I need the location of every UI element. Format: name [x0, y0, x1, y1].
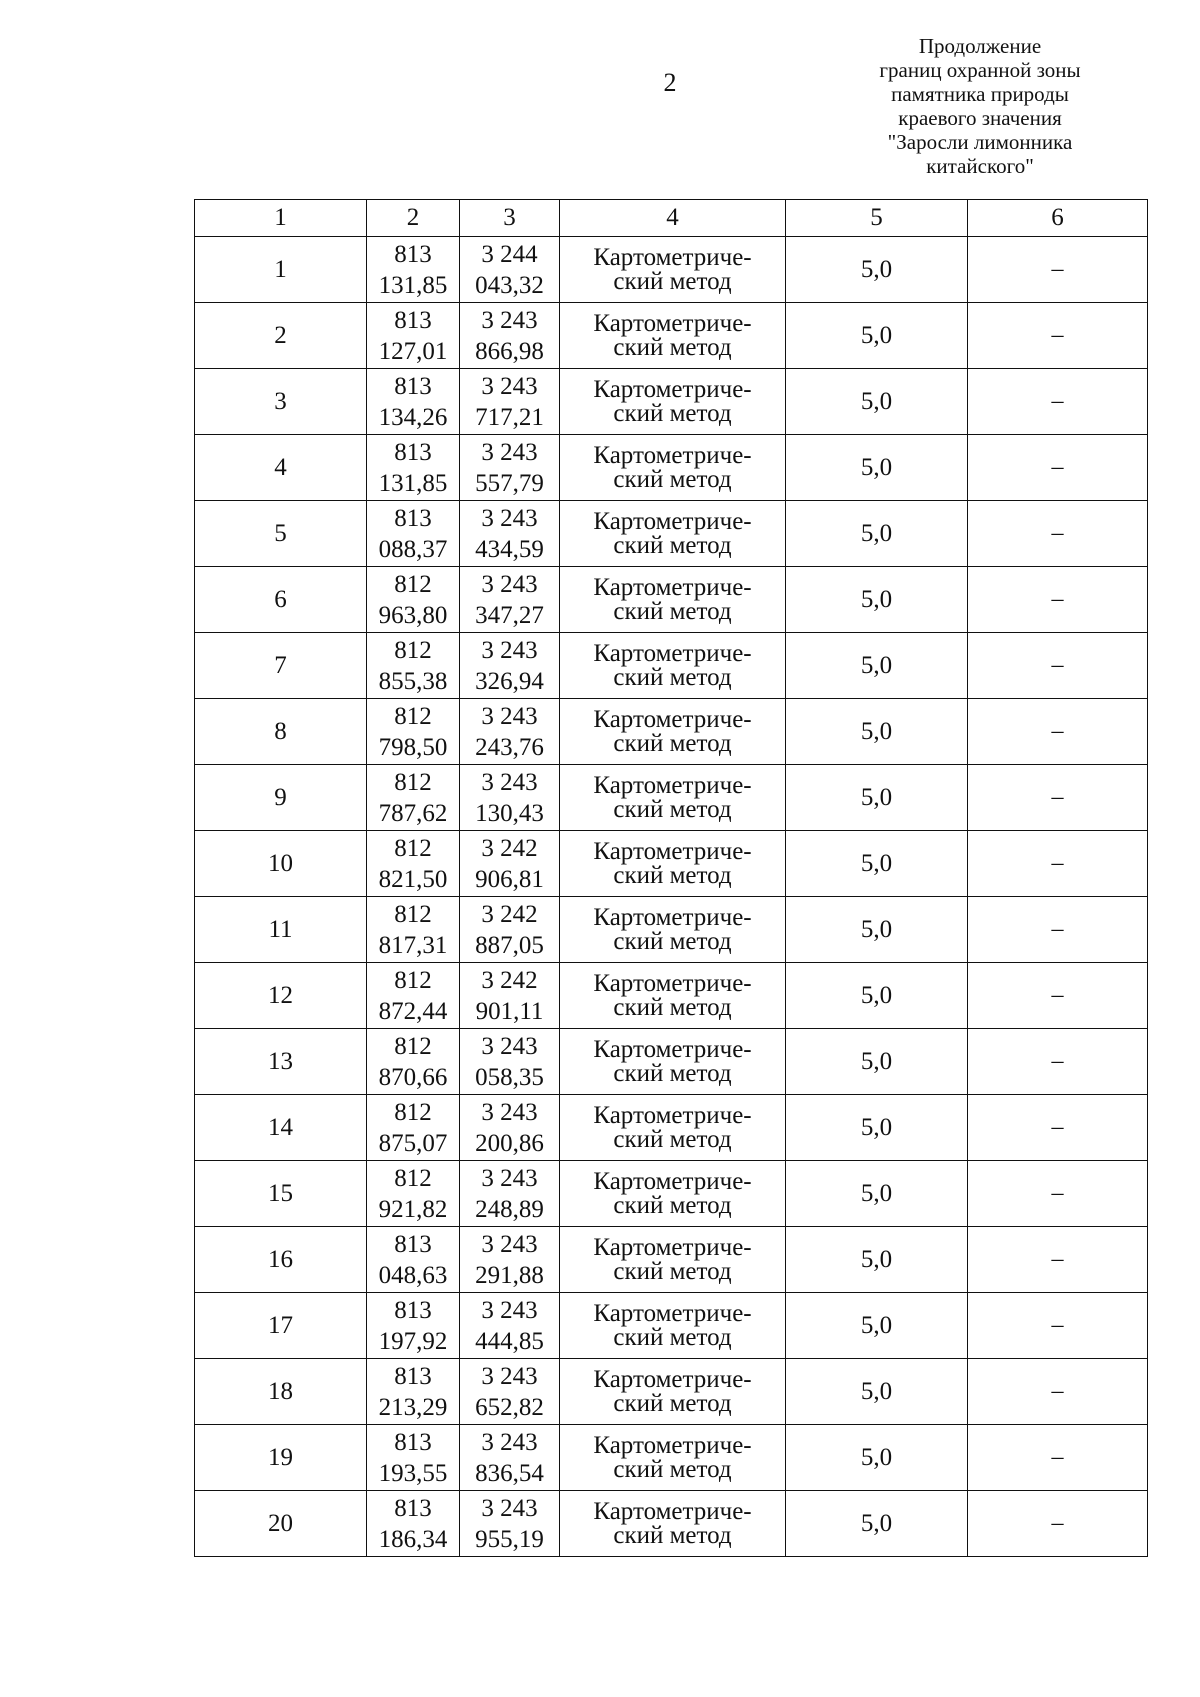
x-coordinate-cell	[367, 1227, 460, 1293]
note-cell: –	[968, 369, 1148, 435]
y-coordinate-thousands: 3 243	[481, 306, 538, 334]
method-cell	[560, 237, 786, 303]
note-cell: –	[968, 1491, 1148, 1557]
x-coordinate-remainder: 855,38	[378, 667, 448, 695]
table-row	[195, 1293, 1148, 1359]
x-coordinate-thousands: 813	[394, 1428, 432, 1456]
method-line-2: ский метод	[613, 1125, 732, 1153]
x-coordinate-cell	[367, 1425, 460, 1491]
accuracy-cell: 5,0	[786, 501, 968, 567]
column-header: 4	[560, 200, 786, 237]
y-coordinate-remainder: 906,81	[475, 865, 544, 893]
method-cell	[560, 1293, 786, 1359]
method-line-1: Картометриче-	[593, 1365, 752, 1393]
table-row	[195, 963, 1148, 1029]
table-row	[195, 1425, 1148, 1491]
y-coordinate-cell	[460, 1425, 560, 1491]
x-coordinate-thousands: 813	[394, 1362, 432, 1390]
x-coordinate-thousands: 812	[394, 900, 432, 928]
accuracy-cell: 5,0	[786, 1095, 968, 1161]
method-cell	[560, 567, 786, 633]
header-note-line: китайского"	[926, 154, 1034, 178]
method-line-2: ский метод	[613, 1521, 732, 1549]
note-cell: –	[968, 1359, 1148, 1425]
y-coordinate-remainder: 434,59	[475, 535, 544, 563]
y-coordinate-thousands: 3 243	[481, 1230, 538, 1258]
y-coordinate-remainder: 043,32	[475, 271, 544, 299]
x-coordinate-thousands: 813	[394, 240, 432, 268]
method-cell	[560, 1425, 786, 1491]
header-note-line: границ охранной зоны	[879, 58, 1081, 82]
note-cell: –	[968, 1425, 1148, 1491]
method-line-1: Картометриче-	[593, 1431, 752, 1459]
table-row	[195, 369, 1148, 435]
accuracy-cell: 5,0	[786, 831, 968, 897]
x-coordinate-thousands: 812	[394, 966, 432, 994]
y-coordinate-thousands: 3 242	[481, 900, 538, 928]
method-line-2: ский метод	[613, 993, 732, 1021]
method-line-2: ский метод	[613, 729, 732, 757]
y-coordinate-thousands: 3 243	[481, 438, 538, 466]
table-row	[195, 1095, 1148, 1161]
y-coordinate-remainder: 887,05	[475, 931, 544, 959]
method-line-1: Картометриче-	[593, 573, 752, 601]
x-coordinate-remainder: 798,50	[378, 733, 448, 761]
x-coordinate-cell	[367, 1095, 460, 1161]
point-number-cell: 8	[195, 699, 367, 765]
x-coordinate-remainder: 127,01	[378, 337, 448, 365]
x-coordinate-cell	[367, 897, 460, 963]
note-cell: –	[968, 303, 1148, 369]
y-coordinate-remainder: 058,35	[475, 1063, 544, 1091]
table-row	[195, 501, 1148, 567]
y-coordinate-remainder: 347,27	[475, 601, 544, 629]
note-cell: –	[968, 765, 1148, 831]
point-number-cell: 14	[195, 1095, 367, 1161]
x-coordinate-cell	[367, 633, 460, 699]
x-coordinate-cell	[367, 699, 460, 765]
point-number-cell: 7	[195, 633, 367, 699]
x-coordinate-thousands: 812	[394, 768, 432, 796]
table-row	[195, 303, 1148, 369]
x-coordinate-remainder: 787,62	[378, 799, 448, 827]
method-line-1: Картометриче-	[593, 705, 752, 733]
accuracy-cell: 5,0	[786, 237, 968, 303]
x-coordinate-remainder: 193,55	[378, 1459, 448, 1487]
column-header: 2	[367, 200, 460, 237]
method-line-2: ский метод	[613, 399, 732, 427]
method-cell	[560, 369, 786, 435]
method-line-1: Картометриче-	[593, 309, 752, 337]
x-coordinate-cell	[367, 765, 460, 831]
y-coordinate-cell	[460, 369, 560, 435]
note-cell: –	[968, 501, 1148, 567]
y-coordinate-thousands: 3 243	[481, 570, 538, 598]
point-number-cell: 11	[195, 897, 367, 963]
y-coordinate-remainder: 200,86	[475, 1129, 544, 1157]
method-line-2: ский метод	[613, 1257, 732, 1285]
y-coordinate-cell	[460, 237, 560, 303]
y-coordinate-cell	[460, 1359, 560, 1425]
x-coordinate-thousands: 812	[394, 702, 432, 730]
x-coordinate-remainder: 817,31	[378, 931, 448, 959]
page-number: 2	[663, 68, 677, 97]
note-cell: –	[968, 1293, 1148, 1359]
x-coordinate-remainder: 921,82	[378, 1195, 448, 1223]
y-coordinate-cell	[460, 501, 560, 567]
x-coordinate-remainder: 213,29	[378, 1393, 448, 1421]
method-cell	[560, 435, 786, 501]
y-coordinate-thousands: 3 242	[481, 834, 538, 862]
y-coordinate-remainder: 291,88	[475, 1261, 544, 1289]
x-coordinate-remainder: 821,50	[378, 865, 448, 893]
y-coordinate-cell	[460, 1491, 560, 1557]
x-coordinate-thousands: 813	[394, 1230, 432, 1258]
x-coordinate-thousands: 813	[394, 372, 432, 400]
table-body	[195, 237, 1148, 1557]
x-coordinate-thousands: 812	[394, 1032, 432, 1060]
y-coordinate-cell	[460, 765, 560, 831]
y-coordinate-remainder: 955,19	[475, 1525, 544, 1553]
method-line-2: ский метод	[613, 1059, 732, 1087]
y-coordinate-remainder: 836,54	[475, 1459, 544, 1487]
x-coordinate-thousands: 813	[394, 504, 432, 532]
accuracy-cell: 5,0	[786, 765, 968, 831]
accuracy-cell: 5,0	[786, 897, 968, 963]
method-line-1: Картометриче-	[593, 1035, 752, 1063]
method-line-2: ский метод	[613, 1455, 732, 1483]
y-coordinate-cell	[460, 831, 560, 897]
method-line-1: Картометриче-	[593, 1497, 752, 1525]
x-coordinate-cell	[367, 1293, 460, 1359]
method-cell	[560, 897, 786, 963]
y-coordinate-thousands: 3 243	[481, 1428, 538, 1456]
y-coordinate-cell	[460, 897, 560, 963]
table-row	[195, 1359, 1148, 1425]
table-row	[195, 1161, 1148, 1227]
x-coordinate-cell	[367, 237, 460, 303]
point-number-cell: 19	[195, 1425, 367, 1491]
method-line-2: ский метод	[613, 663, 732, 691]
table-row	[195, 831, 1148, 897]
point-number-cell: 1	[195, 237, 367, 303]
x-coordinate-remainder: 131,85	[378, 271, 448, 299]
y-coordinate-remainder: 866,98	[475, 337, 544, 365]
y-coordinate-thousands: 3 243	[481, 1164, 538, 1192]
note-cell: –	[968, 633, 1148, 699]
x-coordinate-thousands: 812	[394, 570, 432, 598]
y-coordinate-remainder: 557,79	[475, 469, 544, 497]
y-coordinate-thousands: 3 243	[481, 1032, 538, 1060]
accuracy-cell: 5,0	[786, 1293, 968, 1359]
x-coordinate-cell	[367, 501, 460, 567]
table-row	[195, 897, 1148, 963]
x-coordinate-cell	[367, 1359, 460, 1425]
point-number-cell: 13	[195, 1029, 367, 1095]
method-line-1: Картометриче-	[593, 375, 752, 403]
y-coordinate-thousands: 3 243	[481, 1494, 538, 1522]
x-coordinate-thousands: 813	[394, 438, 432, 466]
method-line-1: Картометриче-	[593, 1167, 752, 1195]
method-line-2: ский метод	[613, 465, 732, 493]
y-coordinate-thousands: 3 243	[481, 1098, 538, 1126]
table-row	[195, 699, 1148, 765]
y-coordinate-thousands: 3 244	[481, 240, 538, 268]
x-coordinate-remainder: 186,34	[378, 1525, 448, 1553]
method-line-1: Картометриче-	[593, 1233, 752, 1261]
note-cell: –	[968, 699, 1148, 765]
method-line-1: Картометриче-	[593, 243, 752, 271]
x-coordinate-thousands: 813	[394, 306, 432, 334]
point-number-cell: 17	[195, 1293, 367, 1359]
accuracy-cell: 5,0	[786, 633, 968, 699]
column-header: 1	[195, 200, 367, 237]
note-cell: –	[968, 1095, 1148, 1161]
y-coordinate-cell	[460, 963, 560, 1029]
x-coordinate-thousands: 812	[394, 636, 432, 664]
accuracy-cell: 5,0	[786, 1161, 968, 1227]
x-coordinate-remainder: 134,26	[378, 403, 448, 431]
x-coordinate-thousands: 812	[394, 1164, 432, 1192]
method-line-1: Картометриче-	[593, 969, 752, 997]
y-coordinate-remainder: 326,94	[475, 667, 544, 695]
point-number-cell: 4	[195, 435, 367, 501]
accuracy-cell: 5,0	[786, 303, 968, 369]
method-line-2: ский метод	[613, 1389, 732, 1417]
x-coordinate-cell	[367, 1029, 460, 1095]
y-coordinate-cell	[460, 1227, 560, 1293]
method-line-1: Картометриче-	[593, 1299, 752, 1327]
point-number-cell: 20	[195, 1491, 367, 1557]
header-note-line: краевого значения	[898, 106, 1062, 130]
method-line-1: Картометриче-	[593, 837, 752, 865]
note-cell: –	[968, 963, 1148, 1029]
x-coordinate-thousands: 813	[394, 1296, 432, 1324]
accuracy-cell: 5,0	[786, 1425, 968, 1491]
x-coordinate-thousands: 812	[394, 834, 432, 862]
method-line-2: ский метод	[613, 597, 732, 625]
y-coordinate-thousands: 3 243	[481, 372, 538, 400]
y-coordinate-remainder: 243,76	[475, 733, 544, 761]
table-row	[195, 1491, 1148, 1557]
point-number-cell: 16	[195, 1227, 367, 1293]
x-coordinate-remainder: 131,85	[378, 469, 448, 497]
method-cell	[560, 1491, 786, 1557]
x-coordinate-remainder: 875,07	[378, 1129, 448, 1157]
method-cell	[560, 1359, 786, 1425]
column-header: 5	[786, 200, 968, 237]
note-cell: –	[968, 1227, 1148, 1293]
y-coordinate-remainder: 652,82	[475, 1393, 544, 1421]
y-coordinate-thousands: 3 243	[481, 768, 538, 796]
accuracy-cell: 5,0	[786, 1359, 968, 1425]
y-coordinate-cell	[460, 1293, 560, 1359]
method-line-1: Картометриче-	[593, 1101, 752, 1129]
y-coordinate-cell	[460, 1029, 560, 1095]
header-note-line: памятника природы	[891, 82, 1069, 106]
x-coordinate-cell	[367, 1161, 460, 1227]
header-note	[840, 34, 1120, 178]
table-row	[195, 765, 1148, 831]
method-line-2: ский метод	[613, 927, 732, 955]
method-line-1: Картометриче-	[593, 771, 752, 799]
point-number-cell: 18	[195, 1359, 367, 1425]
note-cell: –	[968, 897, 1148, 963]
method-cell	[560, 1095, 786, 1161]
method-cell	[560, 765, 786, 831]
method-cell	[560, 699, 786, 765]
accuracy-cell: 5,0	[786, 1029, 968, 1095]
note-cell: –	[968, 831, 1148, 897]
header-note-line: Продолжение	[918, 34, 1042, 58]
x-coordinate-thousands: 812	[394, 1098, 432, 1126]
method-cell	[560, 633, 786, 699]
accuracy-cell: 5,0	[786, 699, 968, 765]
x-coordinate-cell	[367, 435, 460, 501]
y-coordinate-remainder: 444,85	[475, 1327, 544, 1355]
method-line-2: ский метод	[613, 531, 732, 559]
y-coordinate-cell	[460, 435, 560, 501]
table-row	[195, 1029, 1148, 1095]
method-cell	[560, 1161, 786, 1227]
method-line-1: Картометриче-	[593, 441, 752, 469]
y-coordinate-thousands: 3 243	[481, 504, 538, 532]
accuracy-cell: 5,0	[786, 963, 968, 1029]
table-row	[195, 1227, 1148, 1293]
note-cell: –	[968, 237, 1148, 303]
method-line-2: ский метод	[613, 1191, 732, 1219]
point-number-cell: 3	[195, 369, 367, 435]
method-line-2: ский метод	[613, 333, 732, 361]
method-line-2: ский метод	[613, 861, 732, 889]
accuracy-cell: 5,0	[786, 435, 968, 501]
y-coordinate-remainder: 717,21	[475, 403, 544, 431]
point-number-cell: 9	[195, 765, 367, 831]
x-coordinate-remainder: 048,63	[378, 1261, 448, 1289]
accuracy-cell: 5,0	[786, 369, 968, 435]
x-coordinate-remainder: 197,92	[378, 1327, 448, 1355]
table-header-row	[195, 200, 1148, 237]
y-coordinate-thousands: 3 243	[481, 702, 538, 730]
method-line-1: Картометриче-	[593, 639, 752, 667]
table-row	[195, 567, 1148, 633]
y-coordinate-cell	[460, 1095, 560, 1161]
point-number-cell: 5	[195, 501, 367, 567]
y-coordinate-thousands: 3 243	[481, 1362, 538, 1390]
header-note-line: "Заросли лимонника	[887, 130, 1073, 154]
y-coordinate-thousands: 3 242	[481, 966, 538, 994]
point-number-cell: 12	[195, 963, 367, 1029]
note-cell: –	[968, 567, 1148, 633]
accuracy-cell: 5,0	[786, 1227, 968, 1293]
x-coordinate-cell	[367, 369, 460, 435]
coordinates-table	[194, 199, 1148, 1557]
method-line-2: ский метод	[613, 1323, 732, 1351]
y-coordinate-cell	[460, 303, 560, 369]
method-cell	[560, 963, 786, 1029]
accuracy-cell: 5,0	[786, 567, 968, 633]
note-cell: –	[968, 1029, 1148, 1095]
method-cell	[560, 831, 786, 897]
x-coordinate-cell	[367, 303, 460, 369]
x-coordinate-cell	[367, 567, 460, 633]
x-coordinate-cell	[367, 1491, 460, 1557]
x-coordinate-remainder: 872,44	[378, 997, 448, 1025]
table-row	[195, 435, 1148, 501]
y-coordinate-thousands: 3 243	[481, 1296, 538, 1324]
method-cell	[560, 1029, 786, 1095]
table-row	[195, 237, 1148, 303]
table-row	[195, 633, 1148, 699]
method-cell	[560, 501, 786, 567]
point-number-cell: 15	[195, 1161, 367, 1227]
point-number-cell: 6	[195, 567, 367, 633]
accuracy-cell: 5,0	[786, 1491, 968, 1557]
point-number-cell: 10	[195, 831, 367, 897]
point-number-cell: 2	[195, 303, 367, 369]
method-cell	[560, 303, 786, 369]
method-line-2: ский метод	[613, 795, 732, 823]
y-coordinate-cell	[460, 1161, 560, 1227]
x-coordinate-cell	[367, 831, 460, 897]
x-coordinate-cell	[367, 963, 460, 1029]
x-coordinate-remainder: 088,37	[378, 535, 448, 563]
y-coordinate-remainder: 248,89	[475, 1195, 544, 1223]
x-coordinate-remainder: 870,66	[378, 1063, 448, 1091]
y-coordinate-cell	[460, 633, 560, 699]
method-cell	[560, 1227, 786, 1293]
note-cell: –	[968, 1161, 1148, 1227]
y-coordinate-cell	[460, 699, 560, 765]
method-line-1: Картометриче-	[593, 903, 752, 931]
column-header: 3	[460, 200, 560, 237]
x-coordinate-remainder: 963,80	[378, 601, 448, 629]
y-coordinate-remainder: 130,43	[475, 799, 544, 827]
column-header: 6	[968, 200, 1148, 237]
note-cell: –	[968, 435, 1148, 501]
y-coordinate-remainder: 901,11	[475, 997, 544, 1025]
method-line-2: ский метод	[613, 267, 732, 295]
y-coordinate-thousands: 3 243	[481, 636, 538, 664]
x-coordinate-thousands: 813	[394, 1494, 432, 1522]
y-coordinate-cell	[460, 567, 560, 633]
method-line-1: Картометриче-	[593, 507, 752, 535]
